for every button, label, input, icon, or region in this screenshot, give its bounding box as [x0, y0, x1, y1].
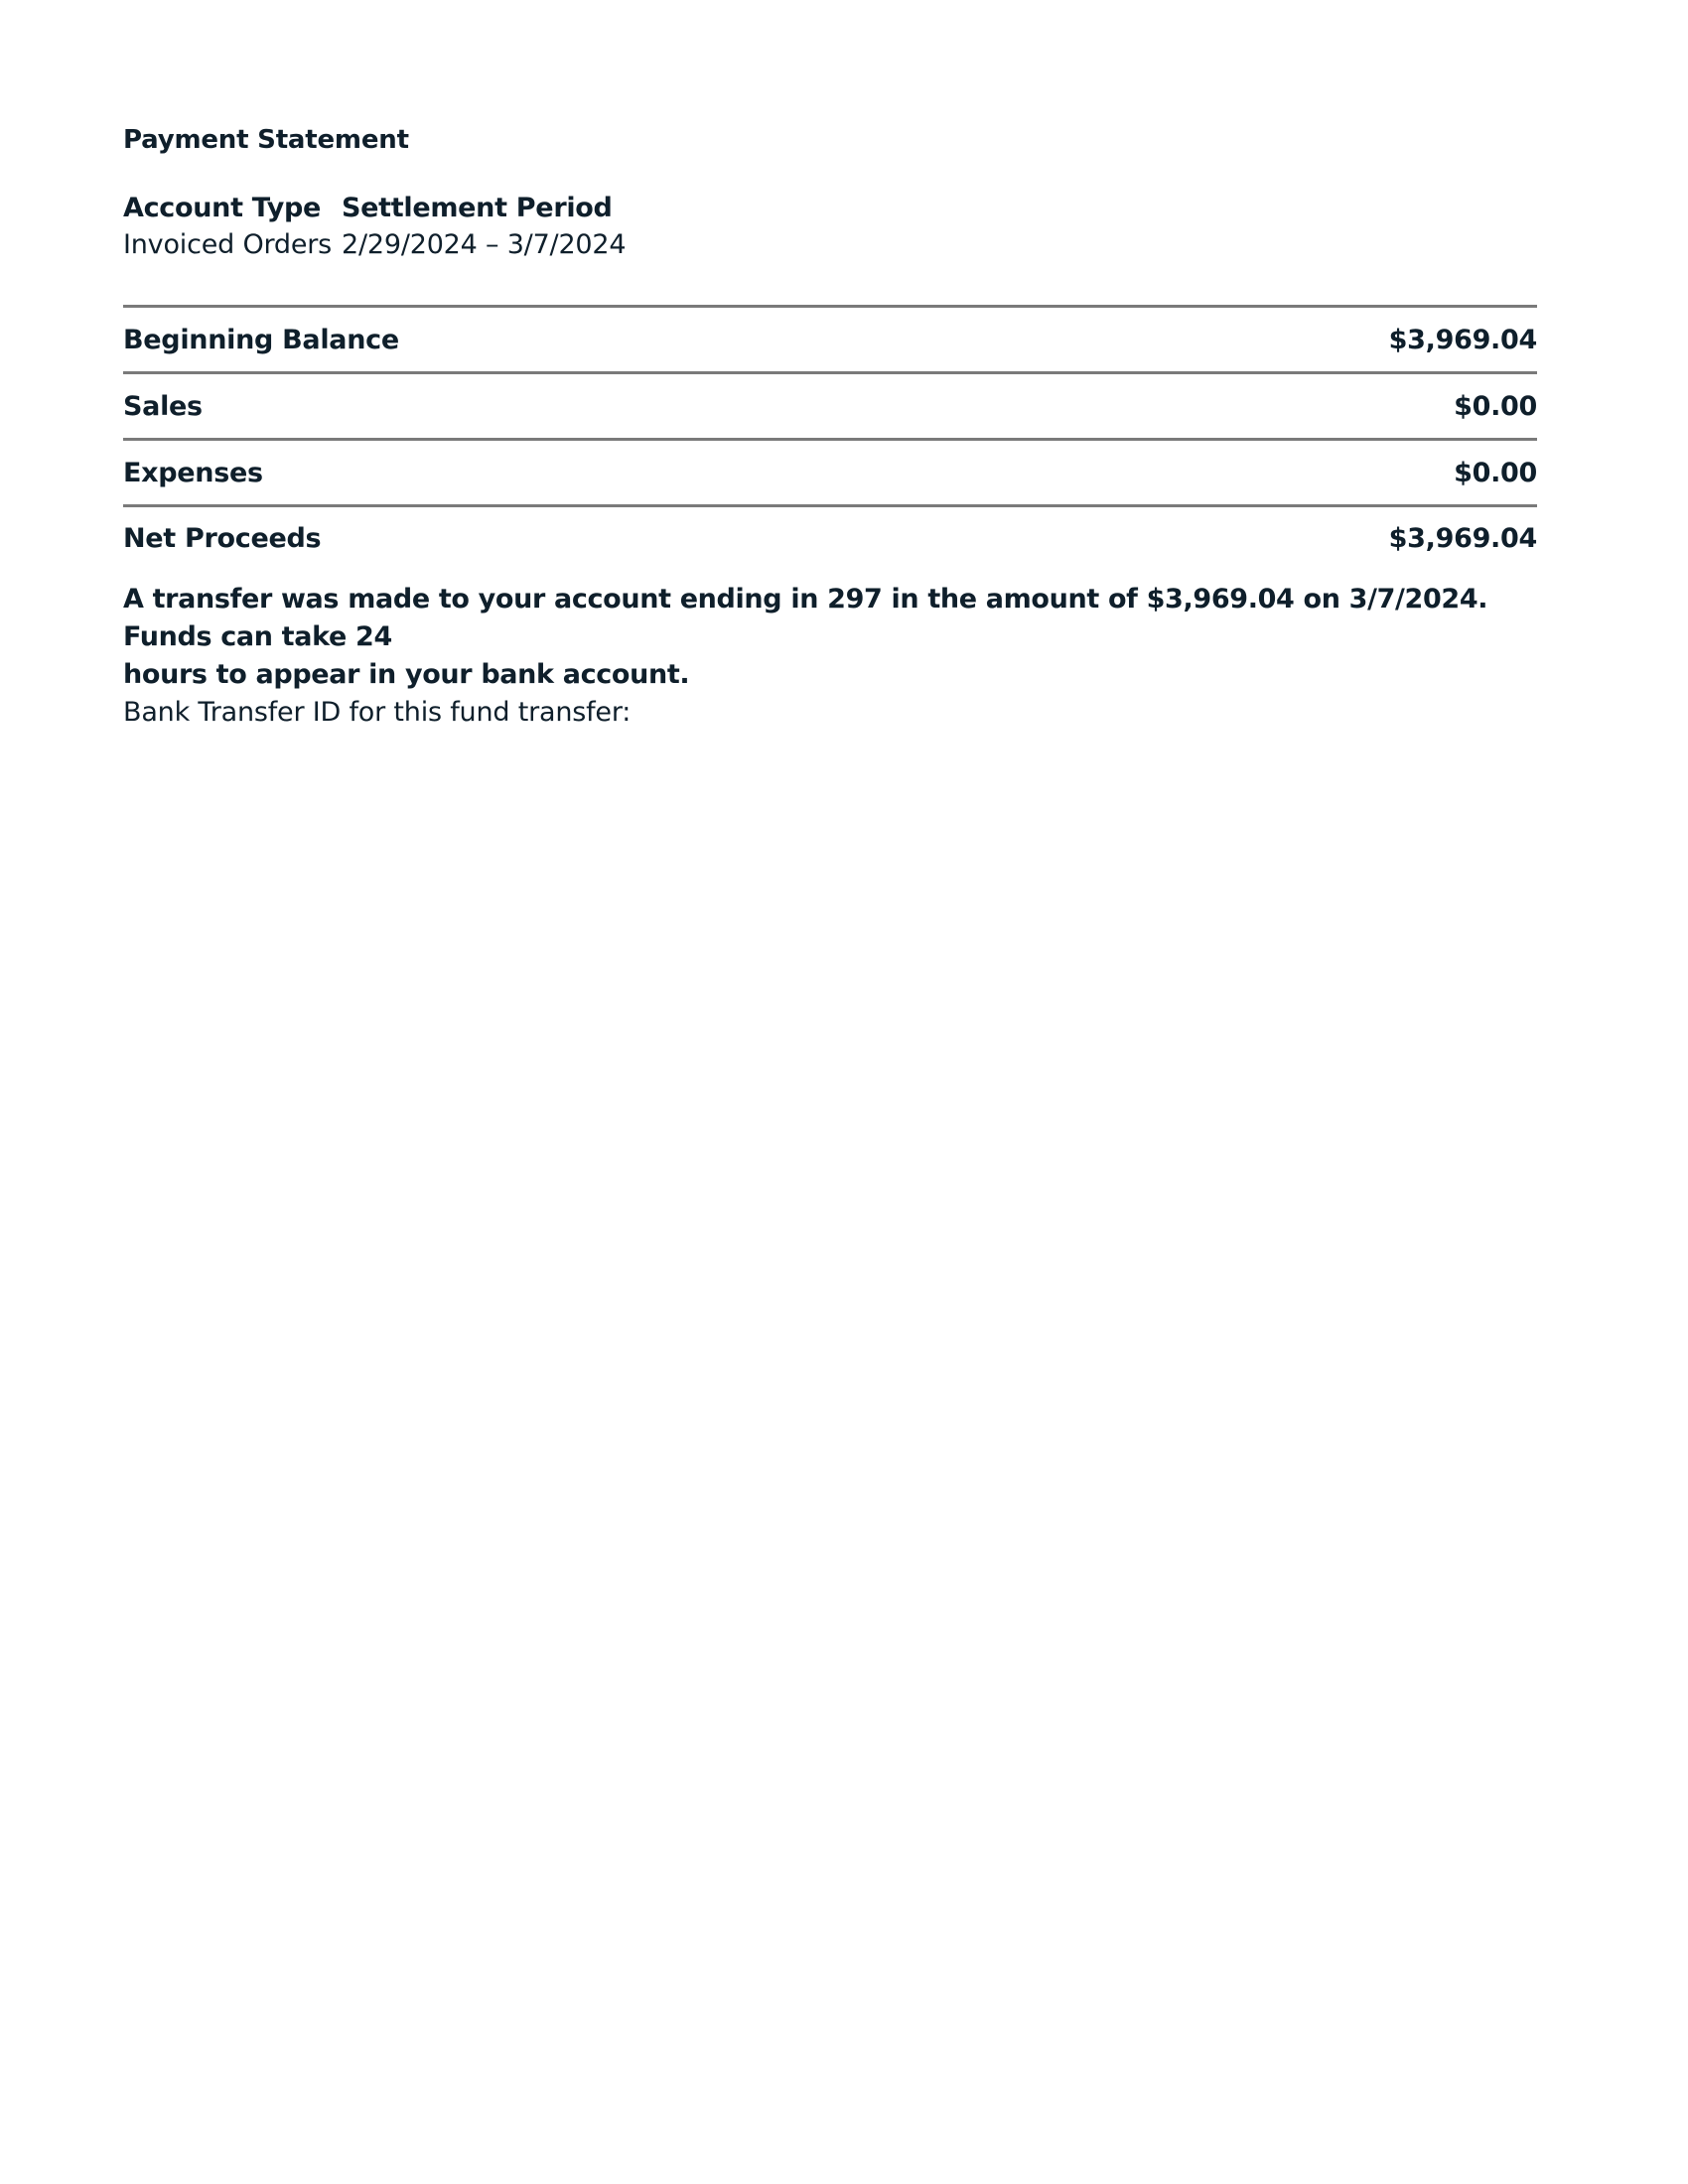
summary-row-label: Expenses [123, 457, 263, 488]
summary-row-net-proceeds [123, 507, 1537, 569]
page-title: Payment Statement [123, 125, 409, 155]
summary-row-amount: $3,969.04 [1388, 324, 1537, 355]
summary-row-label: Beginning Balance [123, 324, 399, 355]
statement-meta [123, 191, 626, 263]
summary-row-amount: $0.00 [1454, 457, 1537, 488]
settlement-period-block [342, 191, 626, 263]
settlement-period-label: Settlement Period [342, 193, 613, 223]
bank-transfer-id-label: Bank Transfer ID for this fund transfer: [123, 697, 632, 728]
transfer-message-line-1: A transfer was made to your account ending in 297 in the amount of $3,969.04 on 3/7/2024. Funds can take 24 [123, 584, 1488, 652]
transfer-message-line-2: hours to appear in your bank account. [123, 659, 690, 690]
settlement-period-value: 2/29/2024 – 3/7/2024 [342, 229, 627, 260]
account-type-label: Account Type [123, 193, 322, 223]
summary-row-expenses [123, 441, 1537, 504]
summary-row-label: Net Proceeds [123, 522, 322, 554]
summary-row-sales [123, 374, 1537, 438]
transfer-notice [123, 581, 1537, 732]
account-type-value: Invoiced Orders [123, 229, 333, 260]
summary-table [123, 305, 1537, 569]
account-type-block [123, 191, 342, 263]
summary-row-amount: $3,969.04 [1388, 522, 1537, 554]
summary-row-beginning-balance [123, 308, 1537, 371]
summary-row-amount: $0.00 [1454, 390, 1537, 422]
summary-row-label: Sales [123, 390, 203, 422]
